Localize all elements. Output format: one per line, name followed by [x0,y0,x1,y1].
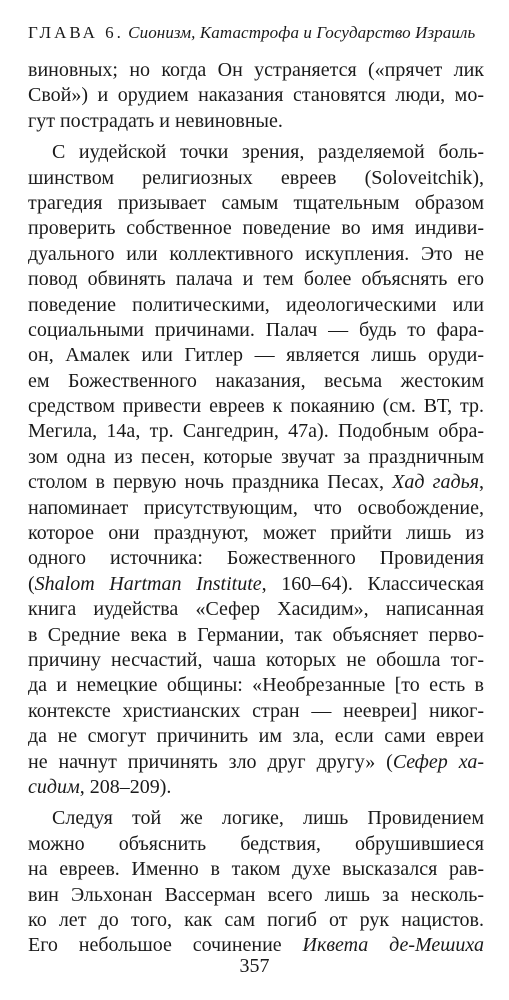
text-line: можно объяснить бедствия, обрушившиеся [28,832,484,855]
text-line: зом одна из песен, которые звучат за праздничным [28,445,484,468]
text-line: шинством религиозных евреев (Soloveitchik), [28,166,484,189]
text-line: напоминает присутствующим, что освобождение, [28,496,484,519]
text-line: средством привести евреев к покаянию (см. ВТ, тр. [28,395,484,418]
body-text [28,58,484,959]
text-line: сидим, 208–209). [28,775,172,798]
text-line: он, Амалек или Гитлер — является лишь оруди- [28,344,484,367]
text-line: книга иудейства «Сефер Хасидим», написанная [28,598,484,621]
paragraph-1 [28,58,484,134]
italic-citation: Shalom Hartman Institute [34,572,262,595]
text-line: Свой») и орудием наказания становятся люди, мо- [28,84,484,107]
running-header [28,22,484,44]
text-line: дуального или коллективного искупления. Это не [28,242,484,265]
text-line: С иудейской точки зрения, разделяемой боль- [52,141,484,164]
text-line: гут пострадать и невиновные. [28,109,283,132]
text-line: ко лет до того, как сам погиб от рук нацистов. [28,908,484,931]
text-line: не начнут причинять зло друг другу» (Сефер ха- [28,750,484,773]
italic-title: Хад гадья [392,471,479,494]
text-line: Его небольшое сочинение Иквета де-Мешиха [28,934,484,957]
page-number: 357 [239,955,270,977]
text-line: причину несчастий, чаша которых не обошла тог- [28,648,484,671]
text-line: (Shalom Hartman Institute, 160–64). Классическая [28,572,484,595]
text-line: ем Божественного наказания, весьма жестоким [28,369,484,392]
text-line: Следуя той же логике, лишь Провидением [52,807,484,830]
text-line: виновных; но когда Он устраняется («прячет лик [28,59,484,81]
text-line: повод обвинять палача и тем более объяснять его [28,268,484,291]
paragraph-3 [28,806,484,958]
text-line: которое они празднуют, может прийти лишь из [28,522,484,545]
text-line: столом в первую ночь праздника Песах, Хад гадья, [28,471,484,494]
text-line: трагедия призывает самым тщательным образом [28,191,484,214]
italic-title: Иквета де-Мешиха [302,934,484,957]
text-line: да не смогут причинить им зла, если сами евреи [28,725,484,748]
chapter-title: Сионизм, Катастрофа и Государство Израиль [128,23,476,42]
text-line: социальными причинами. Палач — будь то фара- [28,318,484,341]
text-line: в Средние века в Германии, так объясняет перво- [28,623,484,646]
text-line: Мегила, 14а, тр. Сангедрин, 47а). Подобным обра- [28,420,484,443]
italic-title: Сефер ха- [392,750,484,773]
chapter-label: ГЛАВА 6. [28,23,124,42]
paragraph-2 [28,140,484,800]
text-line: одного источника: Божественного Провидения [28,547,484,570]
text-line: контексте христианских стран — неевреи] никог- [28,699,484,722]
text-line: на евреев. Именно в таком духе высказался рав- [28,858,484,881]
text-line: да и немецкие общины: «Необрезанные [то есть в [28,674,484,697]
text-line: проверить собственное поведение во имя индиви- [28,217,484,240]
italic-title: сидим [28,775,80,798]
text-line: вин Эльхонан Вассерман всего лишь за несколь- [28,883,484,906]
text-line: поведение политическими, идеологическими или [28,293,484,316]
